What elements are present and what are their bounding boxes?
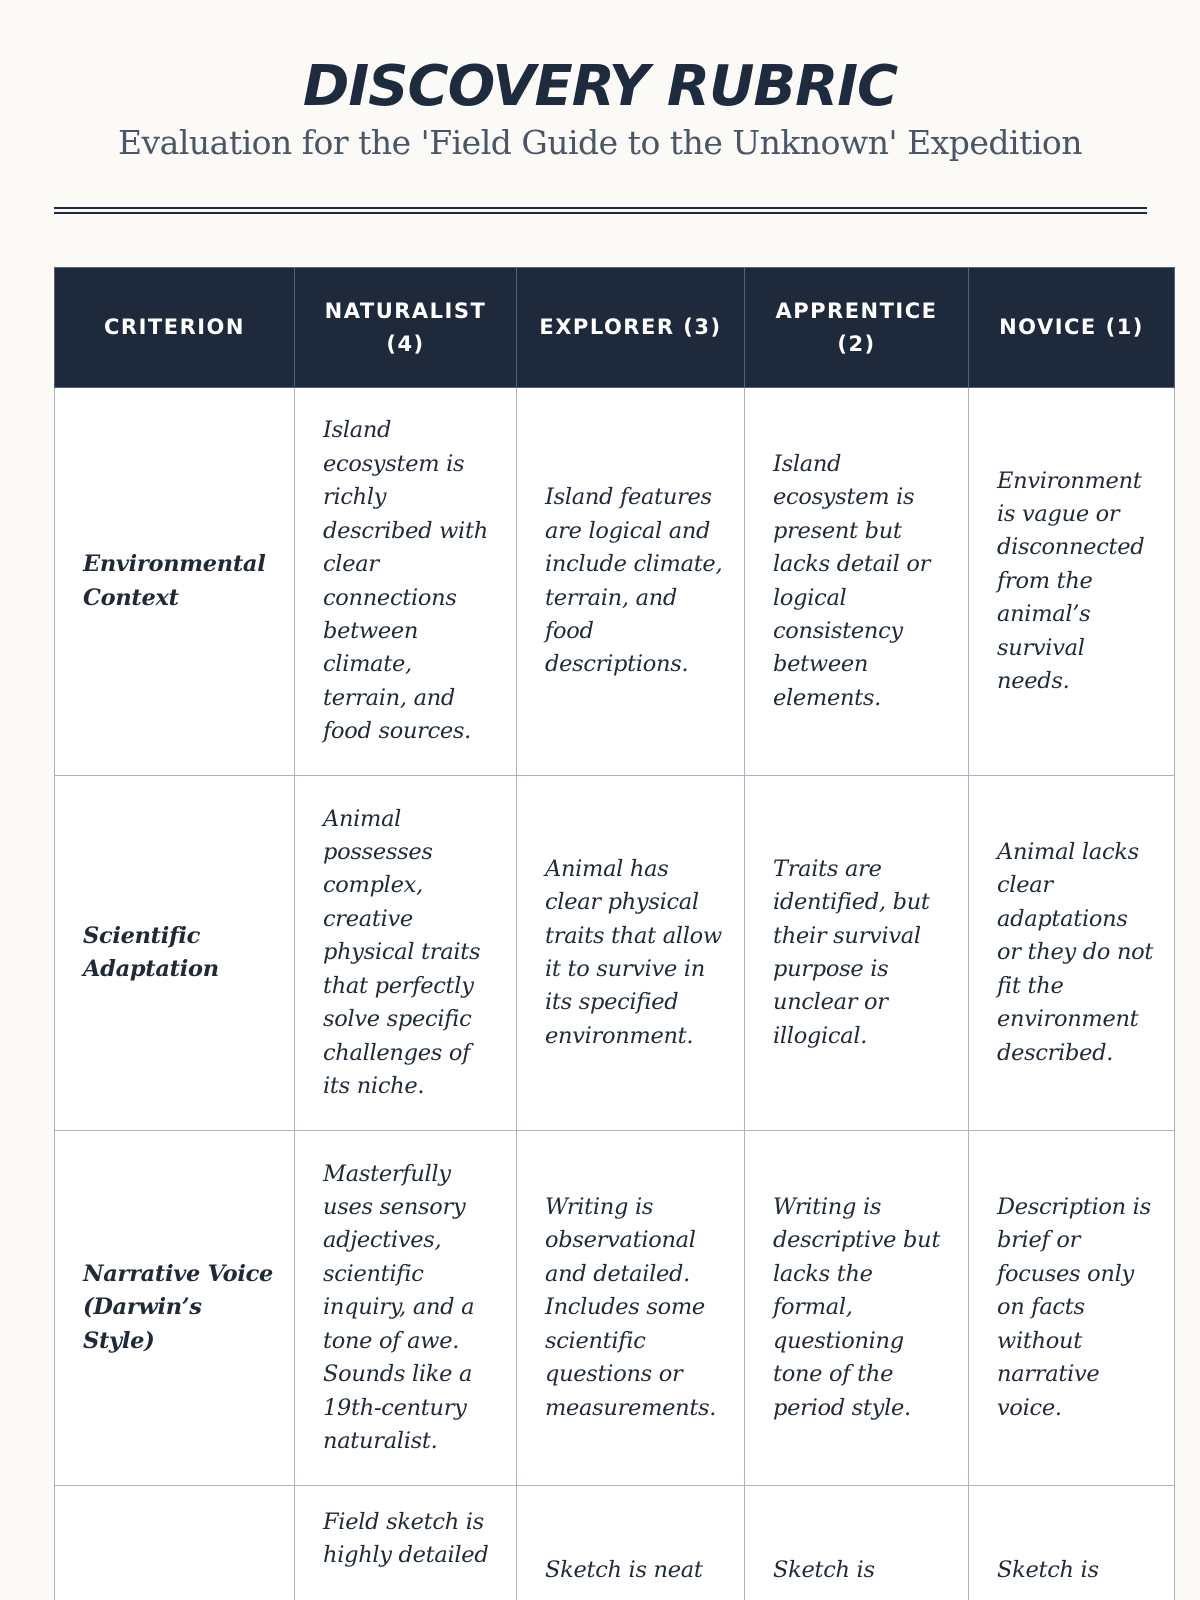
naturalist-cell: Masterfully uses sensory adjectives, scientific inquiry, and a tone of awe. Sounds like a 19th-century naturalist.: [295, 1131, 517, 1486]
criterion-cell: Narrative Voice (Darwin’s Style): [55, 1131, 295, 1486]
criterion-cell: Environmental Context: [55, 388, 295, 776]
column-header-naturalist: NATURALIST (4): [295, 268, 517, 388]
column-header-novice: NOVICE (1): [969, 268, 1175, 388]
page-title: DISCOVERY RUBRIC: [302, 54, 898, 119]
naturalist-cell: Island ecosystem is richly described with clear connections between climate, terrain, and food sources.: [295, 388, 517, 776]
apprentice-cell: Writing is descriptive but lacks the formal, questioning tone of the period style.: [745, 1131, 969, 1486]
apprentice-cell: Sketch is: [745, 1486, 969, 1600]
column-header-apprentice: APPRENTICE (2): [745, 268, 969, 388]
table-header-row: [55, 268, 1175, 388]
table-row: [55, 1486, 1175, 1600]
explorer-cell: Animal has clear physical traits that allow it to survive in its specified environment.: [517, 776, 745, 1131]
apprentice-cell: Island ecosystem is present but lacks detail or logical consistency between elements.: [745, 388, 969, 776]
column-header-explorer: EXPLORER (3): [517, 268, 745, 388]
novice-cell: Sketch is: [969, 1486, 1175, 1600]
novice-cell: Description is brief or focuses only on facts without narrative voice.: [969, 1131, 1175, 1486]
rubric-table: [54, 267, 1175, 1600]
table-row: [55, 776, 1175, 1131]
explorer-cell: Island features are logical and include climate, terrain, and food descriptions.: [517, 388, 745, 776]
novice-cell: Environment is vague or disconnected from the animal’s survival needs.: [969, 388, 1175, 776]
apprentice-cell: Traits are identified, but their survival purpose is unclear or illogical.: [745, 776, 969, 1131]
column-header-criterion: CRITERION: [55, 268, 295, 388]
novice-cell: Animal lacks clear adaptations or they do not fit the environment described.: [969, 776, 1175, 1131]
naturalist-cell: Animal possesses complex, creative physical traits that perfectly solve specific challenges of its niche.: [295, 776, 517, 1131]
page-subtitle: Evaluation for the 'Field Guide to the Unknown' Expedition: [117, 123, 1083, 162]
explorer-cell: Writing is observational and detailed. Includes some scientific questions or measurements.: [517, 1131, 745, 1486]
naturalist-cell: Field sketch is highly detailed: [295, 1486, 517, 1600]
double-divider: [54, 207, 1147, 214]
table-row: [55, 388, 1175, 776]
criterion-cell: Scientific Adaptation: [55, 776, 295, 1131]
explorer-cell: Sketch is neat: [517, 1486, 745, 1600]
criterion-cell: [55, 1486, 295, 1600]
table-row: [55, 1131, 1175, 1486]
